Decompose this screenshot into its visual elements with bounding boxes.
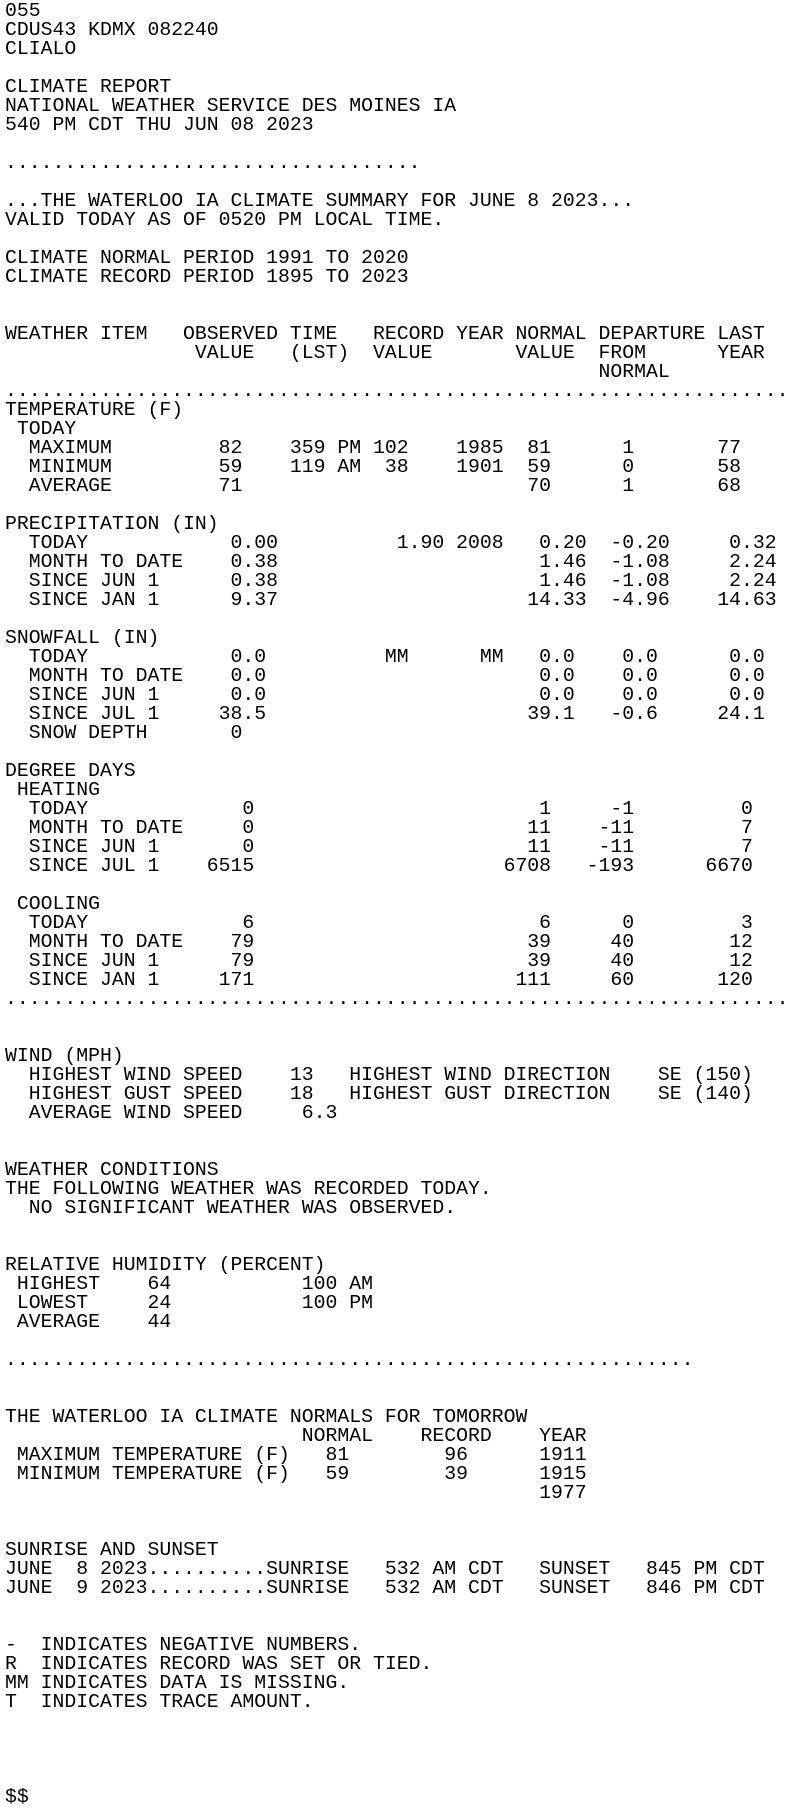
- report-line: AVERAGE 71 70 1 68: [5, 475, 741, 497]
- report-line: LOWEST 24 100 PM: [5, 1292, 373, 1314]
- report-line: AVERAGE WIND SPEED 6.3: [5, 1102, 338, 1124]
- report-line: 540 PM CDT THU JUN 08 2023: [5, 114, 314, 136]
- report-line: SINCE JUN 1 0.38 1.46 -1.08 2.24: [5, 570, 777, 592]
- report-line: - INDICATES NEGATIVE NUMBERS.: [5, 1634, 362, 1656]
- report-line: TODAY: [5, 418, 77, 440]
- report-line: HIGHEST GUST SPEED 18 HIGHEST GUST DIRECTION SE (140): [5, 1083, 753, 1105]
- report-line: THE FOLLOWING WEATHER WAS RECORDED TODAY.: [5, 1178, 492, 1200]
- blank-line: [5, 1598, 810, 1617]
- report-line: ..........................................................: [5, 1349, 694, 1371]
- report-line: TODAY 0.0 MM MM 0.0 0.0 0.0: [5, 646, 765, 668]
- report-line: JUNE 9 2023..........SUNRISE 532 AM CDT SUNSET 846 PM CDT: [5, 1577, 765, 1599]
- report-line: MONTH TO DATE 79 39 40 12: [5, 931, 753, 953]
- report-line: AVERAGE 44: [5, 1311, 172, 1333]
- blank-line: [5, 1731, 810, 1750]
- report-line: NORMAL RECORD YEAR: [5, 1425, 587, 1447]
- report-line: CLIMATE NORMAL PERIOD 1991 TO 2020: [5, 247, 409, 269]
- report-line: MAXIMUM TEMPERATURE (F) 81 96 1911: [5, 1444, 587, 1466]
- report-line: MONTH TO DATE 0.0 0.0 0.0 0.0: [5, 665, 765, 687]
- blank-line: [5, 1769, 810, 1788]
- report-line: TODAY 0.00 1.90 2008 0.20 -0.20 0.32: [5, 532, 777, 554]
- report-line: SUNRISE AND SUNSET: [5, 1539, 219, 1561]
- report-line: MONTH TO DATE 0 11 -11 7: [5, 817, 753, 839]
- report-line: SINCE JUN 1 79 39 40 12: [5, 950, 753, 972]
- report-line: MONTH TO DATE 0.38 1.46 -1.08 2.24: [5, 551, 777, 573]
- report-line: HEATING: [5, 779, 100, 801]
- report-line: COOLING: [5, 893, 100, 915]
- report-line: CLIALO: [5, 38, 77, 60]
- blank-line: [5, 876, 810, 895]
- blank-line: [5, 1028, 810, 1047]
- blank-line: [5, 1750, 810, 1769]
- blank-line: [5, 287, 810, 306]
- report-line: RELATIVE HUMIDITY (PERCENT): [5, 1254, 326, 1276]
- report-line: SINCE JUN 1 0 11 -11 7: [5, 836, 753, 858]
- report-line: ...THE WATERLOO IA CLIMATE SUMMARY FOR JUNE 8 2023...: [5, 190, 635, 212]
- report-line: CDUS43 KDMX 082240: [5, 19, 219, 41]
- report-line: SINCE JUL 1 6515 6708 -193 6670: [5, 855, 753, 877]
- report-line: NATIONAL WEATHER SERVICE DES MOINES IA: [5, 95, 457, 117]
- report-line: HIGHEST WIND SPEED 13 HIGHEST WIND DIRECTION SE (150): [5, 1064, 753, 1086]
- report-line: WIND (MPH): [5, 1045, 124, 1067]
- report-line: CLIMATE REPORT: [5, 76, 172, 98]
- report-line: VALID TODAY AS OF 0520 PM LOCAL TIME.: [5, 209, 445, 231]
- blank-line: [5, 1712, 810, 1731]
- report-line: 1977: [5, 1482, 587, 1504]
- report-line: MINIMUM TEMPERATURE (F) 59 39 1915: [5, 1463, 587, 1485]
- report-line: JUNE 8 2023..........SUNRISE 532 AM CDT SUNSET 845 PM CDT: [5, 1558, 765, 1580]
- report-line: TEMPERATURE (F): [5, 399, 184, 421]
- report-line: MAXIMUM 82 359 PM 102 1985 81 1 77: [5, 437, 741, 459]
- report-line: SINCE JUN 1 0.0 0.0 0.0 0.0: [5, 684, 765, 706]
- blank-line: [5, 1009, 810, 1028]
- report-line: MINIMUM 59 119 AM 38 1901 59 0 58: [5, 456, 741, 478]
- report-line: DEGREE DAYS: [5, 760, 136, 782]
- report-line: THE WATERLOO IA CLIMATE NORMALS FOR TOMORROW: [5, 1406, 528, 1428]
- blank-line: [5, 1503, 810, 1522]
- blank-line: [5, 1370, 810, 1389]
- blank-line: [5, 1218, 810, 1237]
- report-line: T INDICATES TRACE AMOUNT.: [5, 1691, 314, 1713]
- report-line: ..................................................................: [5, 380, 789, 402]
- report-line: WEATHER CONDITIONS: [5, 1159, 219, 1181]
- report-line: SNOW DEPTH 0: [5, 722, 243, 744]
- report-line: NORMAL: [5, 361, 670, 383]
- report-line: SINCE JAN 1 171 111 60 120: [5, 969, 753, 991]
- report-line: 055: [5, 0, 41, 22]
- report-line: SNOWFALL (IN): [5, 627, 160, 649]
- report-line: SINCE JAN 1 9.37 14.33 -4.96 14.63: [5, 589, 777, 611]
- report-line: TODAY 6 6 0 3: [5, 912, 753, 934]
- report-line: ..................................................................: [5, 988, 789, 1010]
- report-line: HIGHEST 64 100 AM: [5, 1273, 373, 1295]
- report-line: VALUE (LST) VALUE VALUE FROM YEAR: [5, 342, 765, 364]
- blank-line: [5, 1123, 810, 1142]
- report-line: WEATHER ITEM OBSERVED TIME RECORD YEAR NORMAL DEPARTURE LAST: [5, 323, 765, 345]
- report-line: ...................................: [5, 152, 421, 174]
- report-line: MM INDICATES DATA IS MISSING.: [5, 1672, 350, 1694]
- report-line: PRECIPITATION (IN): [5, 513, 219, 535]
- report-line: SINCE JUL 1 38.5 39.1 -0.6 24.1: [5, 703, 765, 725]
- report-line: CLIMATE RECORD PERIOD 1895 TO 2023: [5, 266, 409, 288]
- report-line: $$: [5, 1786, 29, 1808]
- report-line: TODAY 0 1 -1 0: [5, 798, 753, 820]
- report-line: NO SIGNIFICANT WEATHER WAS OBSERVED.: [5, 1197, 457, 1219]
- report-line: R INDICATES RECORD WAS SET OR TIED.: [5, 1653, 433, 1675]
